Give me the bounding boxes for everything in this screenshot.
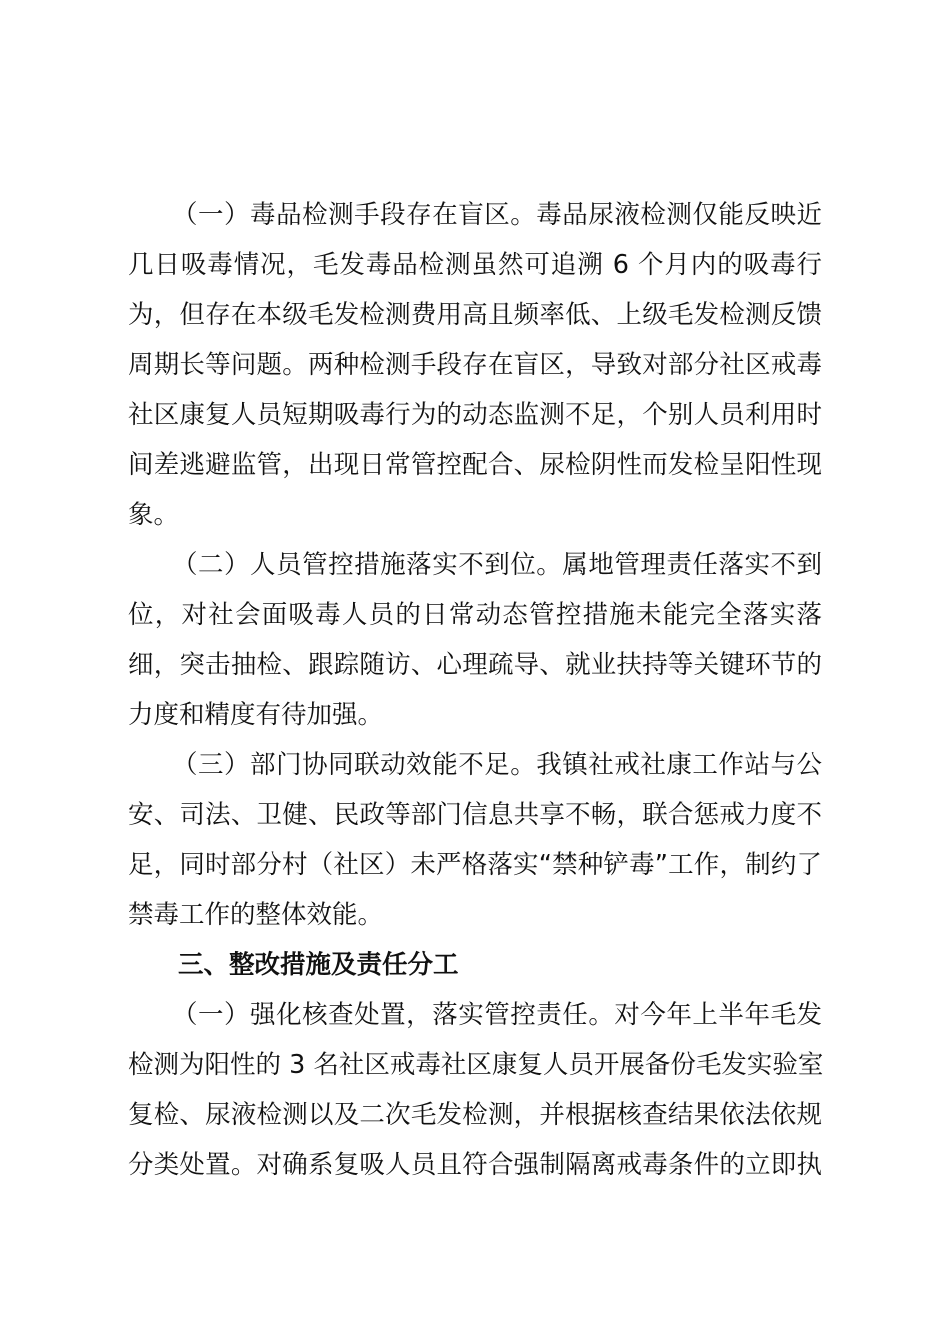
text-line: 复检、尿液检测以及二次毛发检测，并根据核查结果依法依规 xyxy=(128,1100,822,1130)
paragraph-verification-disposal xyxy=(128,990,822,1190)
paragraph-department-coordination xyxy=(128,740,822,940)
text-line: 几日吸毒情况，毛发毒品检测虽然可追溯 6 个月内的吸毒行 xyxy=(128,250,822,280)
text-line: 位，对社会面吸毒人员的日常动态管控措施未能完全落实落 xyxy=(128,600,822,630)
text-line: 分类处置。对确系复吸人员且符合强制隔离戒毒条件的立即执 xyxy=(128,1150,822,1180)
text-line: 周期长等问题。两种检测手段存在盲区，导致对部分社区戒毒 xyxy=(128,350,822,380)
text-line: 社区康复人员短期吸毒行为的动态监测不足，个别人员利用时 xyxy=(128,400,822,430)
paragraph-control-measures xyxy=(128,540,822,740)
text-line: 足，同时部分村（社区）未严格落实“禁种铲毒”工作，制约了 xyxy=(128,850,822,880)
paragraph-detection-blind-spot xyxy=(128,190,822,540)
text-line: 象。 xyxy=(128,500,180,530)
text-line: （二）人员管控措施落实不到位。属地管理责任落实不到 xyxy=(172,550,822,580)
text-line: 安、司法、卫健、民政等部门信息共享不畅，联合惩戒力度不 xyxy=(128,800,822,830)
text-line: （一）毒品检测手段存在盲区。毒品尿液检测仅能反映近 xyxy=(172,200,822,230)
text-line: 检测为阳性的 3 名社区戒毒社区康复人员开展备份毛发实验室 xyxy=(128,1050,824,1080)
text-line: 为，但存在本级毛发检测费用高且频率低、上级毛发检测反馈 xyxy=(128,300,822,330)
text-line: （三）部门协同联动效能不足。我镇社戒社康工作站与公 xyxy=(172,750,822,780)
text-line: 力度和精度有待加强。 xyxy=(128,700,384,730)
text-line: 间差逃避监管，出现日常管控配合、尿检阴性而发检呈阳性现 xyxy=(128,450,822,480)
document-page xyxy=(128,190,822,1190)
text-line: 细，突击抽检、跟踪随访、心理疏导、就业扶持等关键环节的 xyxy=(128,650,822,680)
text-line: 禁毒工作的整体效能。 xyxy=(128,900,384,930)
text-line: （一）强化核查处置，落实管控责任。对今年上半年毛发 xyxy=(172,1000,822,1030)
section-heading: 三、整改措施及责任分工 xyxy=(178,950,459,980)
